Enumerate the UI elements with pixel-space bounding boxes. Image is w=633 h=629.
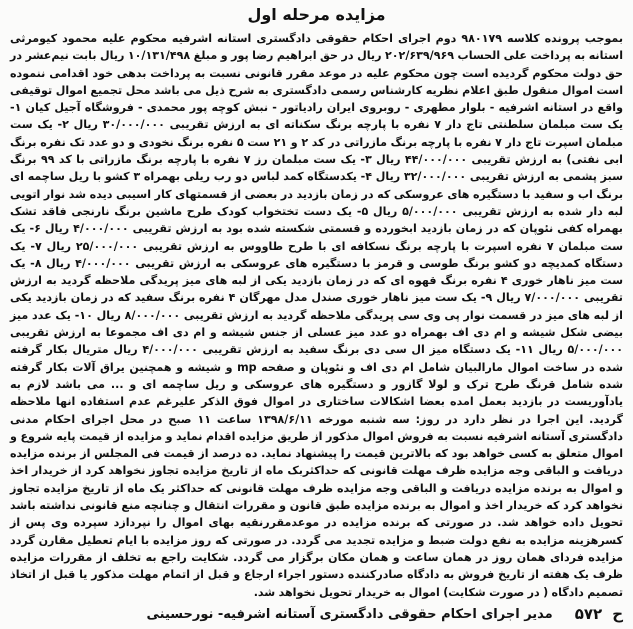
footer-signature: مدیر اجرای احکام حقوقی دادگستری آستانه اشرفیه- نورحسینی (146, 606, 553, 622)
notice-title: مزایده مرحله اول (247, 5, 386, 24)
notice-footer (10, 603, 623, 625)
footer-number: ۵۷۲ (574, 605, 603, 623)
footer-code: ح (612, 605, 623, 623)
notice-body: بموجب پرونده کلاسه ۹۸۰۱۷۹ دوم اجرای احکام حقوقی دادگستری استانه اشرفیه محکوم علیه محمود کیومرثی استانه به پرداخت علی الحساب ۲۰۲/۶۳۹/۹۶۹ ریال در حق ابراهیم رضا پور و مبلغ ۱۰/۱۳۱/۴۹۸ ریال بابت نیم‌عشر در حق دولت محکوم گردیده است چون محکوم علیه در موعد مقرر قانونی نسبت به پرداخت بدهی خود اقدامی ننموده است اموال منقول طبق اعلام نظریه کارشناس رسمی دادگستری به شرح ذیل می باشد محل تجمیع اموال توقیفی واقع در استانه اشرفیه - بلوار مطهری - روبروی ایران رادیاتور - نبش کوچه پور محمدی - فروشگاه آجیل کیان ۱- یک ست مبلمان سلطنتی تاج دار ۷ نفره با پارچه برنگ سکناته ای به ارزش تقریبی ۳۰/۰۰۰/۰۰۰ ریال ۲- یک ست مبلمان اسپرت تاج دار ۷ نفره با پارچه برنگ مازراتی در کد ۲ و ۲۱ ست ۵ نفره برنگ نخودی و دو عدد تک نفره برنگ ابی نفتی) به ارزش تقریبی ۴۴/۰۰۰/۰۰۰ ریال ۳- یک ست مبلمان رز ۷ نفره با پارچه برنگ مازراتی با کد ۹۹ برنگ سبز پشمی به ارزش تقریبی ۳۲/۰۰۰/۰۰۰ ریال ۴- یکدستگاه کمد لباس دو رب ریلی بهمراه ۳ کشو با ریل ساچمه ای برنگ اب و سفید با دستگیره های عروسکی که در زمان بازدید در بعضی از قسمتهای کار اسیبی دیده شد نوار اتویی لبه دار شده به ارزش تقریبی ۵/۰۰۰/۰۰۰ ریال ۵- یک دست تختخواب کودک طرح ماشین برنگ نارنجی فاقد تشک بهمراه کفی نئوپان که در زمان بازدید ابخورده و قسمتی شکسته شده بود به ارزش تقریبی ۴/۰۰۰/۰۰۰ ریال ۶- یک ست مبلمان ۷ نفره اسپرت با پارچه برنگ نسکافه ای با طرح طاووس به ارزش تقریبی ۲۵/۰۰۰/۰۰۰ ریال ۷- یک دستگاه کمدیچه دو کشو برنگ طوسی و قرمز با دستگیره های عروسکی به ارزش تقریبی ۴/۰۰۰/۰۰۰ ریال ۸- یک ست میز ناهار خوری ۴ نفره برنگ قهوه ای که در زمان بازدید یکی از لبه های میز پریدگی ملاحظه گردید به ارزش تقریبی ۷/۰۰۰/۰۰۰ ریال ۹- یک ست میز ناهار خوری صندل مدل مهرگان ۴ نفره برنگ سفید که در زمان بازدید یکی از لبه های میز در قسمت نوار پی وی سی پریدگی ملاحظه گردید به ارزش تقریبی ۸/۰۰۰/۰۰۰ ریال ۱۰- یک عدد میز بیضی شکل شیشه و ام دی اف بهمراه دو عدد میز عسلی از جنس شیشه و ام دی اف مجموعا به ارزش تقریبی ۵/۰۰۰/۰۰۰ ریال ۱۱- یک دستگاه میز ال سی دی برنگ سفید به ارزش تقریبی ۴/۰۰۰/۰۰۰ ریال متریال بکار گرفته شده در ساخت اموال مارالبیان شامل ام دی اف و نئوپان و صفحه mp و شیشه و همچنین یراق آلات بکار گرفته شده شامل قرنگ طرح ترک و لولا گازور و دستگیره های عروسکی و ریل ساچمه ای و ... می باشد لازم به یادآوریست در بازدید بعمل امده بعضا اشکالات ساختاری در اموال فوق الذکر علیرغم عدم استفاده انها ملاحظه گردید. این اجرا در نظر دارد در روز: سه شنبه مورخه ۱۳۹۸/۶/۱۱ ساعت ۱۱ صبح در محل اجرای احکام مدنی دادگستری آستانه اشرفیه نسبت به فروش اموال مذکور از طریق مزایده اقدام نماید و مزایده از قیمت پایه شروع و اموال متعلق به کسی خواهد بود که بالاترین قیمت را پیشنهاد نماید. ده درصد از قیمت فی المجلس از برنده مزایده دریافت و الباقی وجه مزایده ظرف مهلت قانونی که حداکثربک ماه از تاریخ مزایده تجاوز نخواهد کرد از خریدار اخذ و اموال به برنده مزایده دریافت و الباقی وجه مزایده ظرف مهلت قانونی که حداکثر یک ماه از تاریخ مزایده تجاوز نخواهد کرد که خریدار اخذ و اموال به برنده مزایده طبق قانون و مقررات انتقال و چنانچه منع قانونی نداشته باشد تحویل داده خواهد شد. در صورتی که برنده مزایده در موعدمقررنقیه بهای اموال را نپردازد سپرده وی پس از کسرهزینه مزایده به نفع دولت ضبط و مزایده تجدید می گردد. در صورتی که روز مزایده با ایام تعطیل مقارن گردد مزایده فردای همان روز در همان ساعت و همان مکان برگزار می گردد. شکایت راجع به تخلف از مقررات مزایده ظرف یک هفته از تاریخ فروش به دادگاه صادرکننده دستور اجراء ارجاع و قبل از اتمام مهلت مذکور یا قبل از اتخاذ تصمیم دادگاه ( در صورت شکایت) اموال به خریدار تحویل نخواهد شد. (10, 32, 624, 599)
